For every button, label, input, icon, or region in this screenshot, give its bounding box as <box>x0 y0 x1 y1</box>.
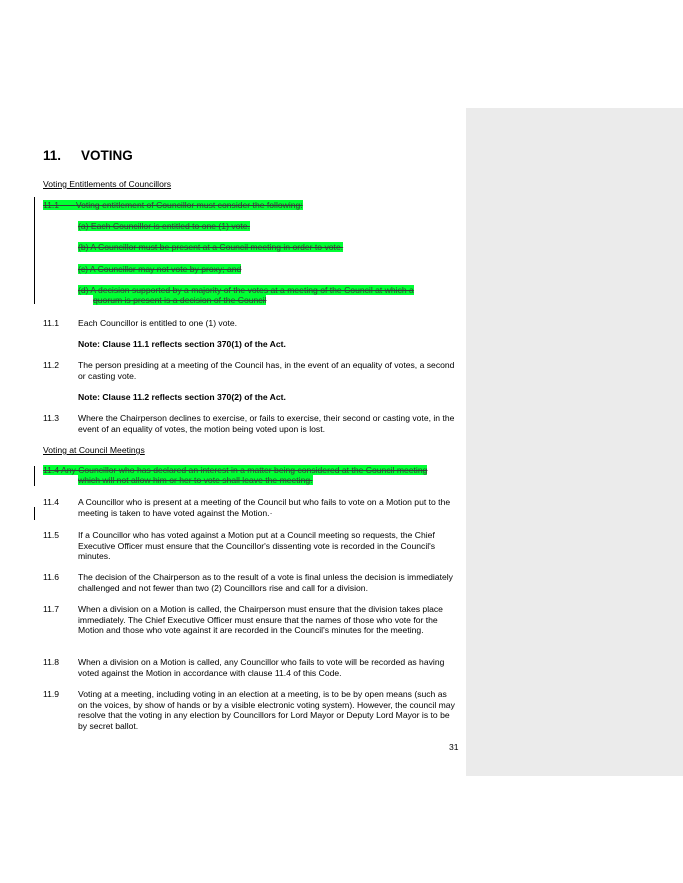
deleted-clause-text: Voting entitlement of Councillor must consider the following: <box>75 200 303 210</box>
deleted-clause-11-4-cont: which will not allow him or her to vote shall leave the meeting. <box>78 475 313 485</box>
change-bar <box>34 466 35 486</box>
clause-11-7 <box>43 604 458 636</box>
clause-text: Where the Chairperson declines to exercise, or fails to exercise, their second or casting vote, in the event of an equality of votes, the motion being voted upon is lost. <box>78 413 455 434</box>
clause-number: 11.1 <box>43 318 60 328</box>
clause-number: 11.2 <box>43 360 60 370</box>
deleted-item-c: (c) A Councillor may not vote by proxy; and <box>78 264 242 274</box>
clause-11-2 <box>43 360 458 381</box>
clause-text: When a division on a Motion is called, any Councillor who fails to vote will be recorded as having voted against the Motion in accordance with clause 11.4 of this Code. <box>78 657 445 678</box>
section-heading <box>43 148 133 163</box>
clause-text: When a division on a Motion is called, the Chairperson must ensure that the division takes place immediately. The Chief Executive Officer must ensure that the names of those who vote for the Motion and those who vote against it are recorded in the Council's minutes for the meeting. <box>78 604 443 636</box>
deleted-clause-11-4: 11.4 Any Councillor who has declared an interest in a matter being considered at the Council meeting <box>43 465 428 475</box>
clause-11-5 <box>43 530 458 562</box>
clause-number: 11.3 <box>43 413 60 423</box>
clause-11-1 <box>43 318 458 329</box>
clause-text: The decision of the Chairperson as to the result of a vote is final unless the decision is immediately challenged and not fewer than two (2) Councillors rise and call for a division. <box>78 572 453 593</box>
clause-number: 11.6 <box>43 572 60 582</box>
comment-pane <box>466 108 683 776</box>
clause-11-3 <box>43 413 458 434</box>
change-bar <box>34 197 35 304</box>
change-bar <box>34 507 35 520</box>
deleted-item-a: (a) Each Councillor is entitled to one (1) vote. <box>78 221 250 231</box>
clause-text: The person presiding at a meeting of the Council has, in the event of an equality of votes, a second or casting vote. <box>78 360 455 381</box>
note-11-2: Note: Clause 11.2 reflects section 370(2) of the Act. <box>78 392 286 402</box>
section-title: VOTING <box>81 148 133 163</box>
clause-11-8 <box>43 657 458 678</box>
clause-11-9 <box>43 689 458 731</box>
note-11-1: Note: Clause 11.1 reflects section 370(1) of the Act. <box>78 339 286 349</box>
subheading-voting-entitlements: Voting Entitlements of Councillors <box>43 179 172 189</box>
deleted-item-d: (d) A decision supported by a majority of the votes at a meeting of the Council at which a <box>78 285 414 295</box>
clause-number: 11.4 <box>43 497 60 507</box>
clause-11-4 <box>43 497 458 518</box>
clause-text: If a Councillor who has voted against a Motion put at a Council meeting so requests, the Chief Executive Officer must ensure that the Councillor's dissenting vote is recorded in the Council's minutes. <box>78 530 436 562</box>
clause-number: 11.8 <box>43 657 60 667</box>
deleted-item-b: (b) A Councillor must be present at a Council meeting in order to vote. <box>78 242 344 252</box>
clause-text: Each Councillor is entitled to one (1) vote. <box>78 318 238 328</box>
clause-number: 11.5 <box>43 530 60 540</box>
clause-text: A Councillor who is present at a meeting of the Council but who fails to vote on a Motion put to the meeting is taken to have voted against the Motion.· <box>78 497 451 518</box>
deleted-clause-11-1 <box>43 200 303 211</box>
clause-11-6 <box>43 572 458 593</box>
page-number: 31 <box>449 742 459 752</box>
deleted-item-d-cont: quorum is present is a decision of the Council <box>93 295 267 305</box>
subheading-voting-meetings: Voting at Council Meetings <box>43 445 145 455</box>
clause-number: 11.7 <box>43 604 60 614</box>
clause-number: 11.9 <box>43 689 60 699</box>
deleted-clause-number: 11.1 <box>43 200 60 210</box>
clause-text: Voting at a meeting, including voting in an election at a meeting, is to be by open means (such as on the voices, by show of hands or by a visible electronic voting system). However, the council may resolve that the voting in any election by Councillors for Lord Mayor or Deputy Lord Mayor is to be by secret ballot. <box>78 689 455 731</box>
section-number: 11. <box>43 148 62 163</box>
